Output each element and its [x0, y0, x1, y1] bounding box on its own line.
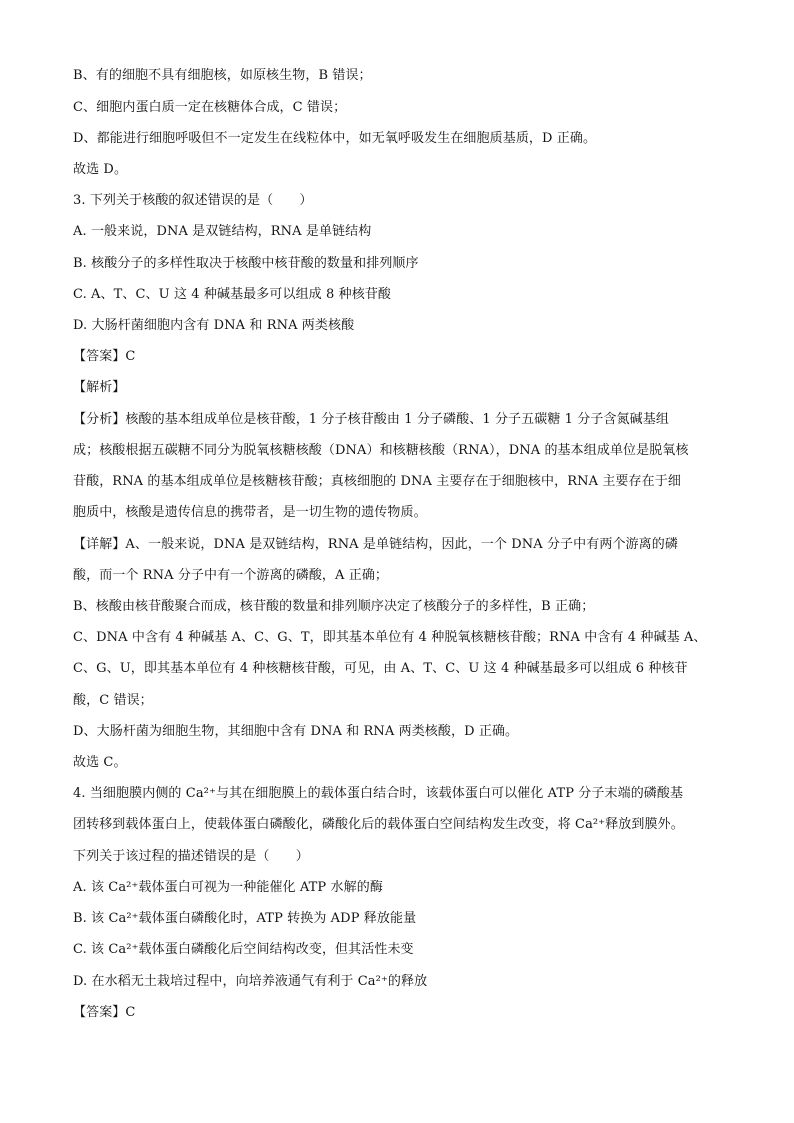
option-a: A. 该 Ca²⁺载体蛋白可视为一种能催化 ATP 水解的酶 — [73, 880, 383, 895]
text-line: 故选 C。 — [73, 755, 127, 770]
question-stem: 4. 当细胞膜内侧的 Ca²⁺与其在细胞膜上的载体蛋白结合时，该载体蛋白可以催化 ATP 分子末端的磷酸基 — [73, 786, 684, 801]
option-c: C. 该 Ca²⁺载体蛋白磷酸化后空间结构改变，但其活性未变 — [73, 942, 414, 957]
option-d: D. 大肠杆菌细胞内含有 DNA 和 RNA 两类核酸 — [73, 318, 355, 333]
text-line: C、G、U，即其基本单位有 4 种核糖核苷酸，可见，由 A、T、C、U 这 4 种碱基最多可以组成 6 种核苷 — [73, 661, 688, 676]
answer-line: 【答案】C — [73, 1005, 136, 1020]
text-line: D、大肠杆菌为细胞生物，其细胞中含有 DNA 和 RNA 两类核酸，D 正确。 — [73, 724, 519, 739]
text-line: C、细胞内蛋白质一定在核糖体合成，C 错误； — [73, 100, 347, 115]
option-b: B. 核酸分子的多样性取决于核酸中核苷酸的数量和排列顺序 — [73, 256, 419, 271]
question-stem: 下列关于该过程的描述错误的是（ ） — [73, 849, 309, 864]
text-line: 胞质中，核酸是遗传信息的携带者，是一切生物的遗传物质。 — [73, 505, 427, 520]
text-line: 苷酸，RNA 的基本组成单位是核糖核苷酸；真核细胞的 DNA 主要存在于细胞核中，RNA 主要存在于细 — [73, 474, 681, 489]
option-b: B. 该 Ca²⁺载体蛋白磷酸化时，ATP 转换为 ADP 释放能量 — [73, 911, 417, 926]
text-line: 成；核酸根据五碳糖不同分为脱氧核糖核酸（DNA）和核糖核酸（RNA），DNA 的基本组成单位是脱氧核 — [73, 443, 689, 458]
option-d: D. 在水稻无土栽培过程中，向培养液通气有利于 Ca²⁺的释放 — [73, 974, 428, 989]
text-line: B、有的细胞不具有细胞核，如原核生物，B 错误； — [73, 68, 372, 83]
question-stem: 3. 下列关于核酸的叙述错误的是（ ） — [73, 193, 313, 208]
text-line: C、DNA 中含有 4 种碱基 A、C、G、T，即其基本单位有 4 种脱氧核糖核苷酸；RNA 中含有 4 种碱基 A、 — [73, 630, 707, 645]
text-line: D、都能进行细胞呼吸但不一定发生在线粒体中，如无氧呼吸发生在细胞质基质，D 正确。 — [73, 131, 597, 146]
text-line: 酸，而一个 RNA 分子中有一个游离的磷酸，A 正确； — [73, 568, 389, 583]
text-line: 故选 D。 — [73, 162, 128, 177]
text-line: 酸，C 错误； — [73, 693, 153, 708]
answer-line: 【答案】C — [73, 349, 136, 364]
text-line: 【分析】核酸的基本组成单位是核苷酸，1 分子核苷酸由 1 分子磷酸、1 分子五碳糖 1 分子含氮碱基组 — [73, 412, 669, 427]
option-a: A. 一般来说，DNA 是双链结构，RNA 是单链结构 — [73, 224, 372, 239]
text-line: B、核酸由核苷酸聚合而成，核苷酸的数量和排列顺序决定了核酸分子的多样性，B 正确； — [73, 599, 595, 614]
question-stem: 团转移到载体蛋白上，使载体蛋白磷酸化，磷酸化后的载体蛋白空间结构发生改变，将 Ca²⁺释放到膜外。 — [73, 817, 684, 832]
text-line: 【详解】A、一般来说，DNA 是双链结构，RNA 是单链结构，因此，一个 DNA 分子中有两个游离的磷 — [73, 537, 678, 552]
analysis-heading: 【解析】 — [73, 380, 126, 395]
option-c: C. A、T、C、U 这 4 种碱基最多可以组成 8 种核苷酸 — [73, 287, 392, 302]
